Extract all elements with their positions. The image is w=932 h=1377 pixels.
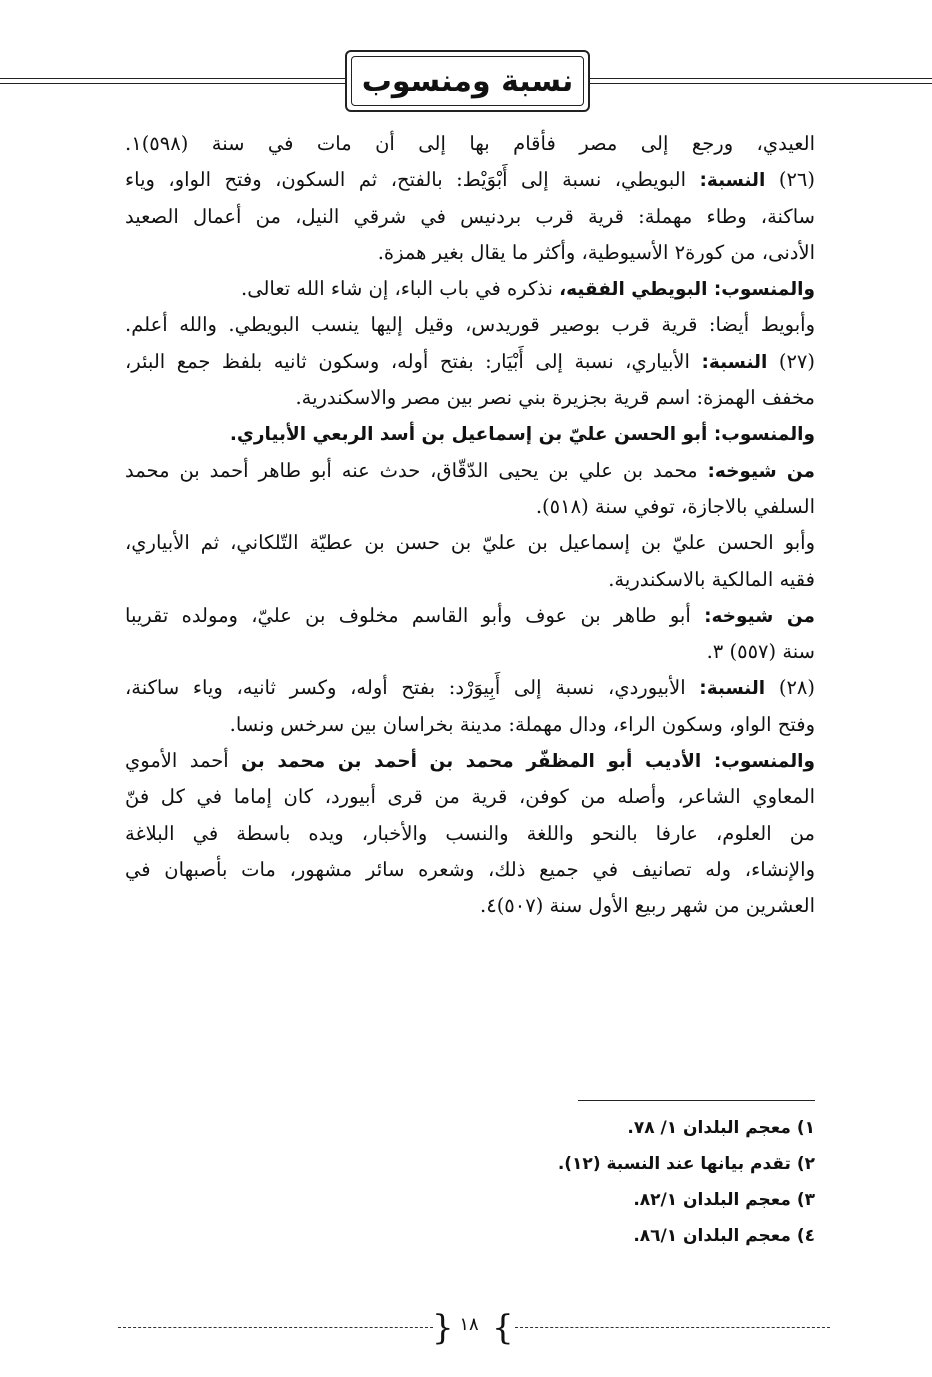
brace-open-icon: { — [432, 1308, 454, 1348]
footer-rule-left — [118, 1327, 433, 1328]
bold-label: النسبة: — [699, 678, 766, 700]
text-run: مخفف الهمزة: اسم قرية بجزيرة بني نصر بين مصر والاسكندرية. — [295, 386, 815, 410]
bold-label: والمنسوب: البويطي الفقيه، — [559, 279, 815, 301]
text-line — [125, 416, 815, 452]
header-rule-left — [0, 78, 345, 79]
text-line — [125, 489, 815, 525]
text-run: الأبياري، نسبة إلى أَبْيَار: بفتح أوله، وسكون ثانيه بلفظ جمع البئر، — [125, 349, 702, 373]
text-line — [125, 562, 815, 598]
bold-label: والمنسوب: أبو الحسن عليّ بن إسماعيل بن أسد الربعي الأبياري. — [229, 424, 815, 446]
page-number-footer — [0, 1310, 932, 1350]
text-line — [125, 707, 815, 743]
text-line — [125, 598, 815, 634]
text-line — [125, 199, 815, 235]
running-title-inner-frame — [351, 56, 584, 106]
footnote: ٢) تقدم بيانها عند النسبة (١٢). — [557, 1154, 815, 1174]
text-line — [125, 126, 815, 162]
text-line — [125, 380, 815, 416]
footnotes — [415, 1110, 815, 1254]
page-header — [0, 48, 932, 118]
body-text — [125, 126, 815, 925]
text-run: وأبو الحسن عليّ بن إسماعيل بن عليّ بن حسن بن عطيّة التّلكاني، ثم الأبياري، — [125, 531, 815, 555]
text-run: العيدي، ورجع إلى مصر فأقام بها إلى أن مات في سنة (٥٩٨)١. — [125, 132, 815, 155]
page-number: ١٨ — [459, 1314, 479, 1335]
text-run: أحمد الأموي — [125, 749, 242, 773]
text-run: من العلوم، عارفا بالنحو واللغة والنسب والأخبار، ويده باسطة في البلاغة — [125, 821, 815, 845]
entry-number: (٢٦) — [765, 168, 815, 192]
text-run: أبو طاهر بن عوف وأبو القاسم مخلوف بن عليّ، ومولده تقريبا — [125, 603, 705, 627]
text-run: وفتح الواو، وسكون الراء، ودال مهملة: مدينة بخراسان بين سرخس ونسا. — [229, 712, 815, 736]
text-line — [125, 743, 815, 779]
text-line — [125, 235, 815, 271]
text-run: محمد بن علي بن يحيى الدّقّاق، حدث عنه أبو طاهر أحمد بن محمد — [125, 458, 708, 482]
entry-number: (٢٨) — [765, 676, 815, 700]
bold-label: النسبة: — [699, 170, 766, 192]
footnote: ١) معجم البلدان ١/ ٧٨. — [627, 1118, 815, 1138]
text-line — [125, 525, 815, 561]
text-run: سنة (٥٥٧) ٣. — [706, 640, 815, 664]
text-run: السلفي بالاجازة، توفي سنة (٥١٨). — [535, 494, 815, 518]
header-rule-left-2 — [0, 83, 345, 84]
text-line — [125, 271, 815, 307]
footnote: ٤) معجم البلدان ٨٦/١. — [633, 1226, 815, 1246]
footnote-separator — [578, 1100, 815, 1101]
entry-number: (٢٧) — [767, 349, 815, 373]
text-run: البويطي، نسبة إلى أَبْوَيْط: بالفتح، ثم السكون، وفتح الواو، وياء — [125, 168, 700, 192]
text-run: نذكره في باب الباء، إن شاء الله تعالى. — [241, 277, 560, 301]
bold-label: النسبة: — [701, 351, 768, 373]
text-line — [125, 307, 815, 343]
text-run: وأبويط أيضا: قرية قرب بوصير قوريدس، وقيل إليها ينسب البويطي. والله أعلم. — [125, 313, 815, 337]
footnote: ٣) معجم البلدان ٨٢/١. — [633, 1190, 815, 1210]
text-line — [125, 162, 815, 198]
text-run: فقيه المالكية بالاسكندرية. — [608, 567, 815, 591]
text-line — [125, 344, 815, 380]
running-title: نسبة ومنسوب — [361, 63, 574, 99]
text-line — [125, 634, 815, 670]
text-run: الأدنى، من كورة٢ الأسيوطية، وأكثر ما يقال بغير همزة. — [377, 240, 815, 264]
text-line — [125, 779, 815, 815]
bold-label: من شيوخه: — [704, 605, 816, 627]
text-line — [125, 453, 815, 489]
running-title-frame — [345, 50, 590, 112]
text-run: المعاوي الشاعر، وأصله من كوفن، قرية من قرى أبيورد، كان إماما في كل فنّ — [125, 785, 815, 809]
text-line — [125, 670, 815, 706]
text-run: والإنشاء، وله تصانيف في جميع ذلك، وشعره سائر مشهور، مات بأصبهان في — [125, 857, 815, 881]
text-line — [125, 852, 815, 888]
bold-label: من شيوخه: — [707, 460, 815, 482]
header-rule-right — [590, 78, 932, 79]
text-run: الأبيوردي، نسبة إلى أَبِيوَرْد: بفتح أوله، وكسر ثانيه، وياء ساكنة، — [125, 676, 700, 700]
text-run: ساكنة، وطاء مهملة: قرية قرب بردنيس في شرقي النيل، من أعمال الصعيد — [125, 204, 815, 228]
bold-label: والمنسوب: الأديب أبو المظفّر محمد بن أحمد بن محمد بن — [241, 751, 815, 773]
footer-rule-right — [515, 1327, 830, 1328]
text-line — [125, 888, 815, 924]
text-line — [125, 816, 815, 852]
header-rule-right-2 — [590, 83, 932, 84]
brace-close-icon: } — [492, 1308, 514, 1348]
text-run: العشرين من شهر ربيع الأول سنة (٥٠٧)٤. — [480, 894, 815, 918]
